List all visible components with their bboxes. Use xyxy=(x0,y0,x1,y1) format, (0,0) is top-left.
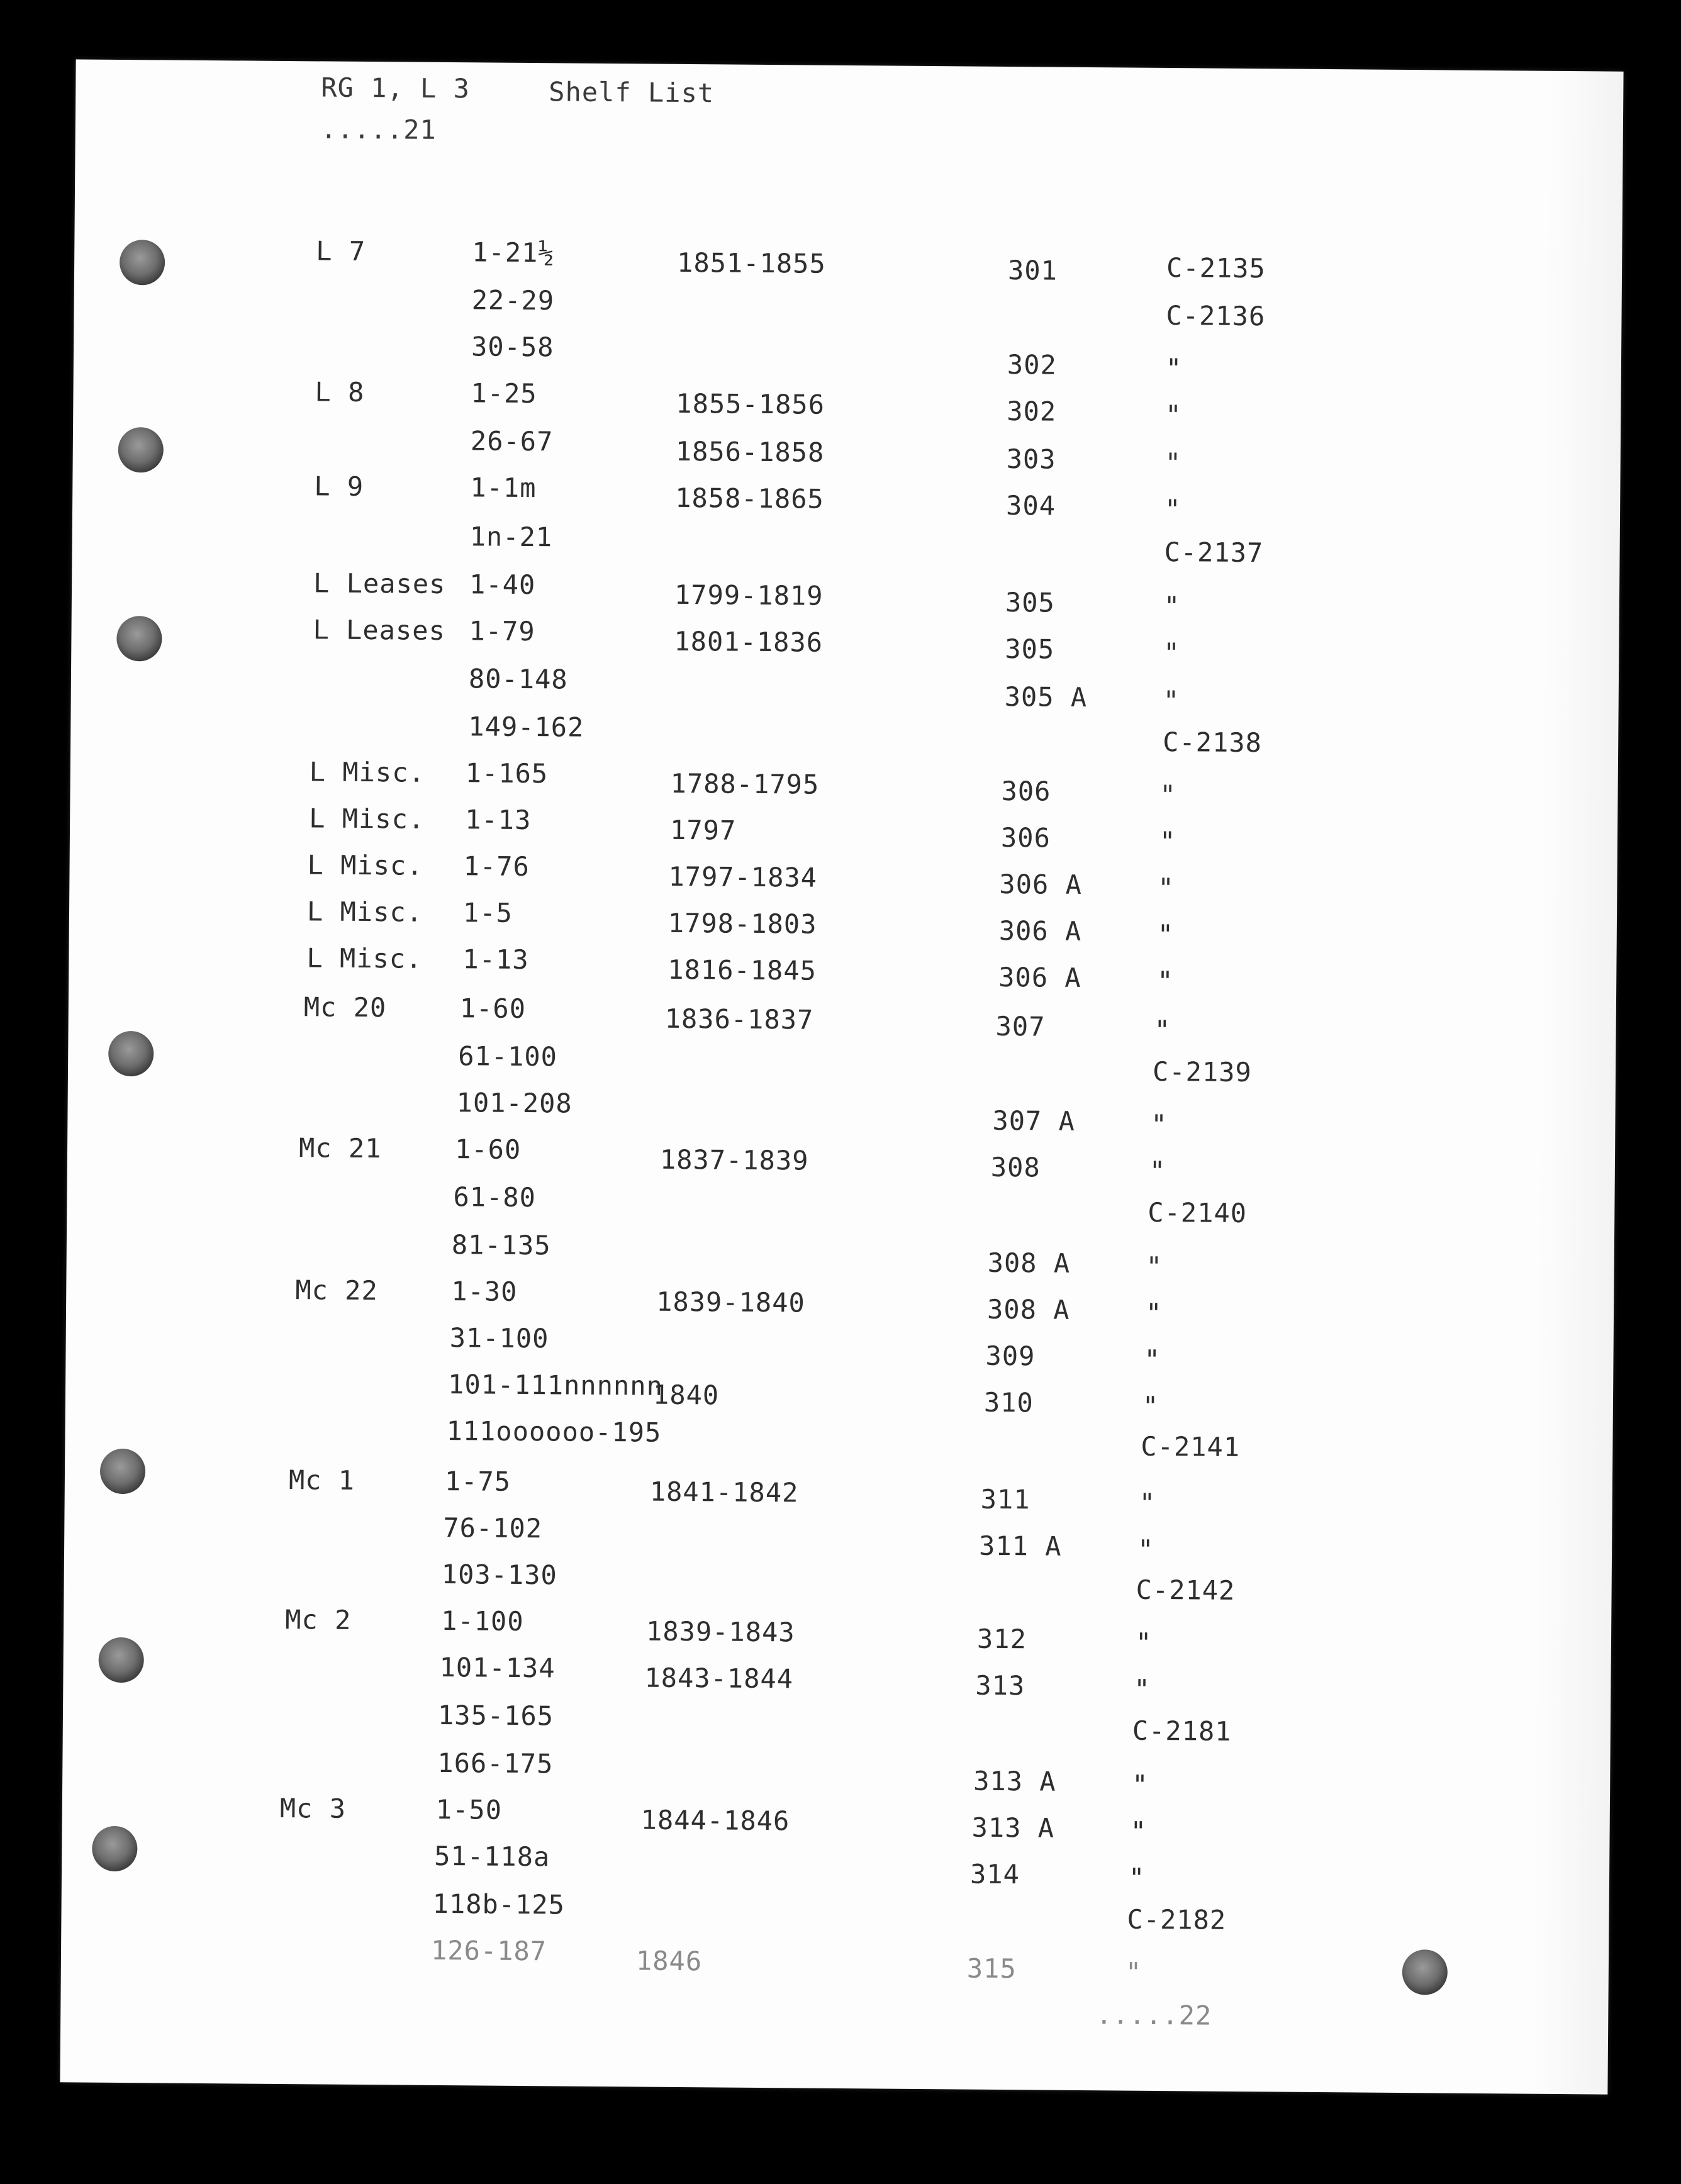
cell-range: 61-100 xyxy=(458,1040,558,1072)
cell-range: 101-208 xyxy=(456,1087,572,1119)
punch-hole xyxy=(116,616,162,662)
cell-reel: " xyxy=(1125,1956,1142,1988)
cell-reel: " xyxy=(1144,1344,1161,1375)
cell-reel: " xyxy=(1139,1487,1156,1518)
cell-reel: C-2137 xyxy=(1164,537,1264,569)
punch-hole xyxy=(98,1637,144,1683)
cell-series: L Leases xyxy=(313,614,446,647)
cell-reel: " xyxy=(1157,965,1174,997)
shelf-list-page xyxy=(60,59,1623,2094)
cell-dates: 1841-1842 xyxy=(649,1476,799,1508)
cell-series: Mc 20 xyxy=(303,991,387,1023)
cell-dates: 1837-1839 xyxy=(659,1144,809,1176)
cell-range: 1-1m xyxy=(470,472,537,504)
cell-box: 304 xyxy=(1005,490,1056,521)
cell-range: 1-30 xyxy=(451,1276,518,1307)
cell-range: 76-102 xyxy=(443,1512,543,1544)
cell-reel: " xyxy=(1149,1155,1166,1187)
cell-reel: " xyxy=(1163,590,1181,622)
cell-reel: C-2136 xyxy=(1166,300,1266,332)
cell-box: 306 xyxy=(1001,775,1051,807)
cell-reel: " xyxy=(1163,684,1180,716)
punch-hole xyxy=(120,240,165,286)
cell-box: 313 xyxy=(975,1669,1025,1702)
cell-series: Mc 21 xyxy=(298,1132,382,1164)
cell-series: Mc 3 xyxy=(279,1793,347,1824)
cell-range: 80-148 xyxy=(468,663,568,695)
punch-hole xyxy=(108,1031,154,1077)
cell-range: 1-50 xyxy=(435,1793,503,1825)
cell-reel: " xyxy=(1135,1627,1153,1658)
cell-box: 310 xyxy=(983,1386,1034,1418)
cell-reel: C-2182 xyxy=(1127,1903,1227,1936)
cell-box: 308 xyxy=(990,1151,1041,1183)
cell-range: 103-130 xyxy=(441,1559,557,1591)
cell-box: 302 xyxy=(1007,349,1057,381)
cell-dates: 1840 xyxy=(652,1379,720,1411)
cell-series: Mc 2 xyxy=(285,1604,352,1635)
cell-reel: " xyxy=(1146,1251,1163,1283)
cell-box: 305 xyxy=(1005,587,1055,618)
punch-hole xyxy=(100,1449,146,1495)
cell-range: 1-79 xyxy=(469,615,535,647)
cell-reel: " xyxy=(1163,637,1180,669)
cell-range: 101-134 xyxy=(439,1652,556,1684)
cell-dates: 1799-1819 xyxy=(674,579,824,611)
cell-reel: " xyxy=(1157,918,1175,950)
cell-dates: 1836-1837 xyxy=(664,1003,814,1035)
punch-hole xyxy=(118,427,164,473)
cell-dates: 1843-1844 xyxy=(644,1662,794,1695)
cell-range: 1-75 xyxy=(444,1466,511,1497)
punch-hole xyxy=(1402,1949,1448,1995)
cell-box: 315 xyxy=(966,1953,1017,1985)
cell-box: 306 A xyxy=(998,915,1082,947)
cell-box: 311 A xyxy=(978,1530,1062,1562)
cell-range: 101-111nnnnnn xyxy=(447,1369,664,1401)
cell-box: 313 A xyxy=(971,1812,1055,1844)
cell-dates: 1798-1803 xyxy=(667,907,817,940)
cell-dates: 1851-1855 xyxy=(676,247,826,279)
cell-dates: 1797 xyxy=(669,814,737,846)
cell-box: 308 A xyxy=(986,1293,1070,1325)
cell-range: 61-80 xyxy=(453,1181,537,1213)
cell-box: 306 xyxy=(1000,822,1051,854)
cell-dates: 1846 xyxy=(635,1945,703,1977)
cell-dates: 1844-1846 xyxy=(640,1804,790,1837)
cell-range: 1-60 xyxy=(454,1134,522,1165)
cell-dates: 1839-1840 xyxy=(656,1286,805,1318)
cell-range: 1-40 xyxy=(469,569,536,601)
cell-series: L Leases xyxy=(313,567,446,600)
cell-range: 26-67 xyxy=(470,425,554,457)
cell-range: 51-118a xyxy=(434,1840,550,1873)
cell-dates: 1839-1843 xyxy=(645,1615,795,1648)
cell-reel: " xyxy=(1165,353,1183,384)
cell-dates: 1816-1845 xyxy=(667,954,817,986)
cell-box: 311 xyxy=(980,1483,1030,1515)
continued-to-label: .....22 xyxy=(1096,1999,1212,2031)
continued-from-label: .....21 xyxy=(320,113,437,145)
cell-series: L Misc. xyxy=(309,803,425,835)
cell-range: 1-60 xyxy=(459,993,527,1025)
cell-reel: " xyxy=(1142,1390,1159,1422)
cell-range: 126-187 xyxy=(430,1934,547,1967)
cell-reel: " xyxy=(1159,825,1176,857)
cell-reel: " xyxy=(1151,1108,1168,1140)
cell-box: 307 A xyxy=(992,1105,1076,1137)
cell-box: 305 A xyxy=(1004,681,1088,713)
page-title: Shelf List xyxy=(549,76,715,109)
cell-dates: 1797-1834 xyxy=(668,861,818,893)
cell-range: 1-100 xyxy=(440,1605,524,1637)
cell-range: 1-165 xyxy=(465,757,549,789)
cell-range: 1-25 xyxy=(471,377,537,410)
cell-range: 30-58 xyxy=(471,331,554,363)
cell-reel: C-2140 xyxy=(1148,1196,1248,1229)
cell-reel: " xyxy=(1159,779,1177,811)
cell-range: 111oooooo-195 xyxy=(446,1415,662,1448)
cell-series: L Misc. xyxy=(306,942,423,974)
cell-reel: " xyxy=(1154,1014,1171,1046)
cell-series: Mc 22 xyxy=(295,1274,378,1306)
cell-reel: C-2141 xyxy=(1141,1430,1241,1462)
cell-series: L 9 xyxy=(314,471,364,503)
cell-series: L 7 xyxy=(316,235,366,267)
cell-range: 1-13 xyxy=(462,944,529,976)
cell-box: 314 xyxy=(969,1858,1020,1890)
cell-dates: 1855-1856 xyxy=(676,387,825,420)
cell-box: 309 xyxy=(985,1340,1036,1372)
cell-range: 1-21½ xyxy=(472,237,555,269)
cell-series: Mc 1 xyxy=(288,1464,355,1496)
cell-reel: " xyxy=(1145,1297,1163,1329)
punch-hole xyxy=(92,1826,138,1872)
cell-dates: 1856-1858 xyxy=(675,435,825,468)
cell-dates: 1788-1795 xyxy=(670,767,820,800)
cell-reel: " xyxy=(1131,1769,1149,1800)
cell-reel: " xyxy=(1164,494,1181,525)
cell-dates: 1858-1865 xyxy=(675,482,824,515)
cell-range: 135-165 xyxy=(437,1699,554,1732)
cell-series: L Misc. xyxy=(306,896,423,928)
cell-reel: " xyxy=(1128,1862,1146,1893)
cell-box: 306 A xyxy=(998,961,1081,993)
cell-reel: " xyxy=(1130,1815,1148,1847)
cell-box: 305 xyxy=(1005,633,1055,665)
cell-box: 312 xyxy=(976,1623,1027,1655)
cell-reel: " xyxy=(1165,399,1182,431)
cell-range: 22-29 xyxy=(471,284,555,316)
cell-series: L 8 xyxy=(315,376,365,408)
cell-box: 301 xyxy=(1007,255,1058,286)
record-group-label: RG 1, L 3 xyxy=(321,72,471,104)
cell-range: 81-135 xyxy=(451,1229,551,1261)
cell-box: 307 xyxy=(995,1010,1046,1042)
cell-reel: C-2139 xyxy=(1152,1056,1252,1088)
cell-reel: " xyxy=(1158,872,1175,904)
cell-range: 1-5 xyxy=(462,897,513,928)
cell-reel: C-2181 xyxy=(1132,1715,1232,1747)
cell-range: 118b-125 xyxy=(432,1888,566,1920)
cell-range: 31-100 xyxy=(449,1322,549,1354)
cell-reel: C-2142 xyxy=(1136,1574,1236,1606)
cell-dates: 1801-1836 xyxy=(674,625,824,658)
cell-box: 303 xyxy=(1006,443,1056,475)
cell-range: 149-162 xyxy=(468,711,584,743)
cell-reel: " xyxy=(1164,447,1182,479)
cell-box: 302 xyxy=(1007,396,1057,427)
cell-reel: " xyxy=(1134,1673,1151,1705)
cell-series: L Misc. xyxy=(309,756,425,788)
cell-reel: C-2138 xyxy=(1163,726,1263,759)
cell-reel: C-2135 xyxy=(1166,252,1266,284)
cell-box: 313 A xyxy=(973,1765,1056,1797)
cell-range: 166-175 xyxy=(437,1747,554,1780)
cell-box: 306 A xyxy=(999,868,1083,900)
cell-range: 1-13 xyxy=(465,804,532,836)
cell-range: 1n-21 xyxy=(469,521,553,553)
cell-series: L Misc. xyxy=(307,849,423,881)
cell-range: 1-76 xyxy=(463,850,530,883)
cell-box: 308 A xyxy=(987,1247,1071,1279)
cell-reel: " xyxy=(1137,1534,1154,1565)
